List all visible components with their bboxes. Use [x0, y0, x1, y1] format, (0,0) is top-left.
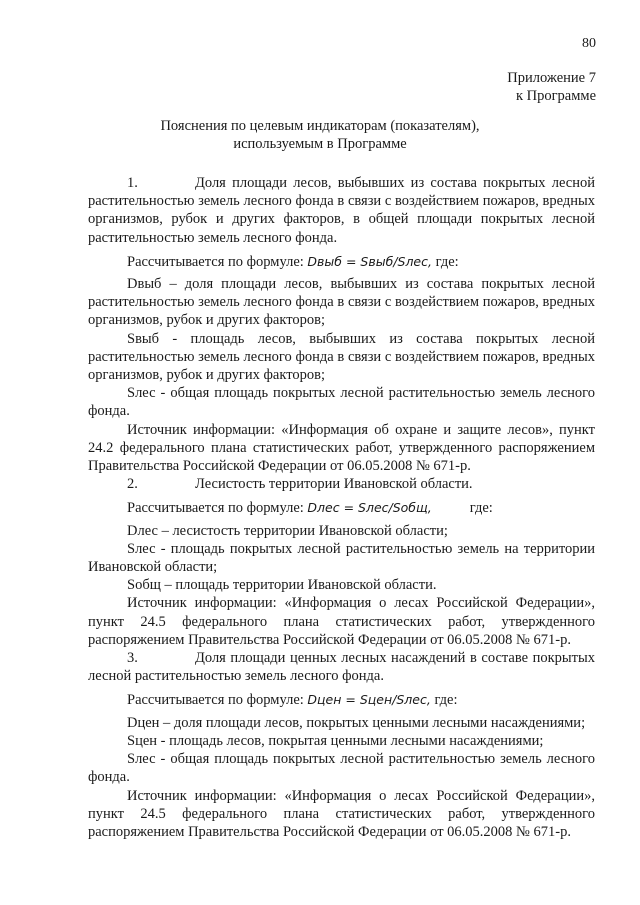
heading-line-1: Пояснения по целевым индикаторам (показателям), — [160, 118, 480, 134]
item-3-def-2: Sцен - площадь лесов, покрытая ценными лесными насаждениями; — [127, 732, 544, 749]
item-1-title — [88, 174, 595, 247]
item-3-number: 3. — [127, 650, 138, 667]
item-2-def-3: Sобщ – площадь территории Ивановской области. — [127, 577, 437, 594]
item-2-def-1: Dлес – лесистость территории Ивановской области; — [127, 522, 448, 539]
item-2-formula-suffix: где: — [469, 500, 493, 517]
item-1-formula-prefix: Рассчитывается по формуле: — [127, 253, 304, 270]
item-1-def-1: Dвыб – доля площади лесов, выбывших из состава покрытых лесной растительностью земель лесного фонда в связи с воздействием пожаров, вредных организмов, рубок и других факторов; — [88, 276, 595, 329]
document-heading — [0, 117, 640, 153]
item-1-source: Источник информации: «Информация об охране и защите лесов», пункт 24.2 федерального плана статистических работ, утвержденного распоряжением Правительства Российской Федерации от 06.05.2008 № 671-р. — [88, 421, 595, 475]
item-3-formula-suffix: где: — [434, 692, 458, 709]
appendix-label — [507, 69, 596, 105]
item-3-title — [88, 649, 595, 685]
item-2-def-2: Sлес - площадь покрытых лесной растительностью земель на территории Ивановской области; — [88, 540, 595, 576]
item-2-title — [88, 475, 595, 493]
item-2-formula: Dлес = Sлес/Sобщ, — [307, 500, 432, 516]
item-1-formula-suffix: где: — [435, 253, 459, 270]
document-body — [88, 174, 595, 841]
item-1-formula-line — [88, 253, 595, 271]
appendix-line-1: Приложение 7 — [507, 70, 596, 86]
item-3-formula: Dцен = Sцен/Sлес, — [307, 692, 431, 708]
item-1-def-3: Sлес - общая площадь покрытых лесной растительностью земель лесного фонда. — [88, 385, 595, 420]
item-3-title-text: Доля площади ценных лесных насаждений в составе покрытых лесной растительностью земель лесного фонда. — [88, 650, 595, 685]
item-1-number: 1. — [127, 175, 138, 191]
item-2-formula-line — [88, 499, 595, 517]
item-1-def-2: Sвыб - площадь лесов, выбывших из состава покрытых лесной растительностью земель лесного фонда в связи с воздействием пожаров, вредных организмов, рубок и других факторов; — [88, 330, 595, 384]
item-3-source: Источник информации: «Информация о лесах Российской Федерации», пункт 24.5 федерального плана статистических работ, утвержденного распоряжением Правительства Российской Федерации от 06.05.2008 № 671-р. — [88, 787, 595, 840]
appendix-line-2: к Программе — [515, 88, 596, 104]
page-number: 80 — [582, 36, 596, 51]
item-2-number: 2. — [127, 476, 138, 493]
item-1-title-text: Доля площади лесов, выбывших из состава покрытых лесной растительностью земель лесного фонда в связи с воздействием пожаров, вредных организмов, рубок и других факторов, в общей площади покрытых лесной растительностью земель лесного фонда. — [88, 175, 595, 246]
item-1-formula: Dвыб = Sвыб/Sлес, — [307, 253, 432, 269]
item-2-source: Источник информации: «Информация о лесах Российской Федерации», пункт 24.5 федерального плана статистических работ, утвержденного распоряжением Правительства Российской Федерации от 06.05.2008 № 671-р. — [88, 595, 595, 648]
item-3-def-1: Dцен – доля площади лесов, покрытых ценными лесными насаждениями; — [127, 714, 586, 731]
item-2-title-text: Лесистость территории Ивановской области. — [195, 476, 473, 493]
item-3-formula-prefix: Рассчитывается по формуле: — [127, 692, 304, 709]
item-3-formula-line — [88, 691, 595, 709]
item-3-def-3: Sлес - общая площадь покрытых лесной растительностью земель лесного фонда. — [88, 751, 595, 786]
item-2-formula-prefix: Рассчитывается по формуле: — [127, 500, 304, 517]
heading-line-2: используемым в Программе — [233, 136, 407, 152]
